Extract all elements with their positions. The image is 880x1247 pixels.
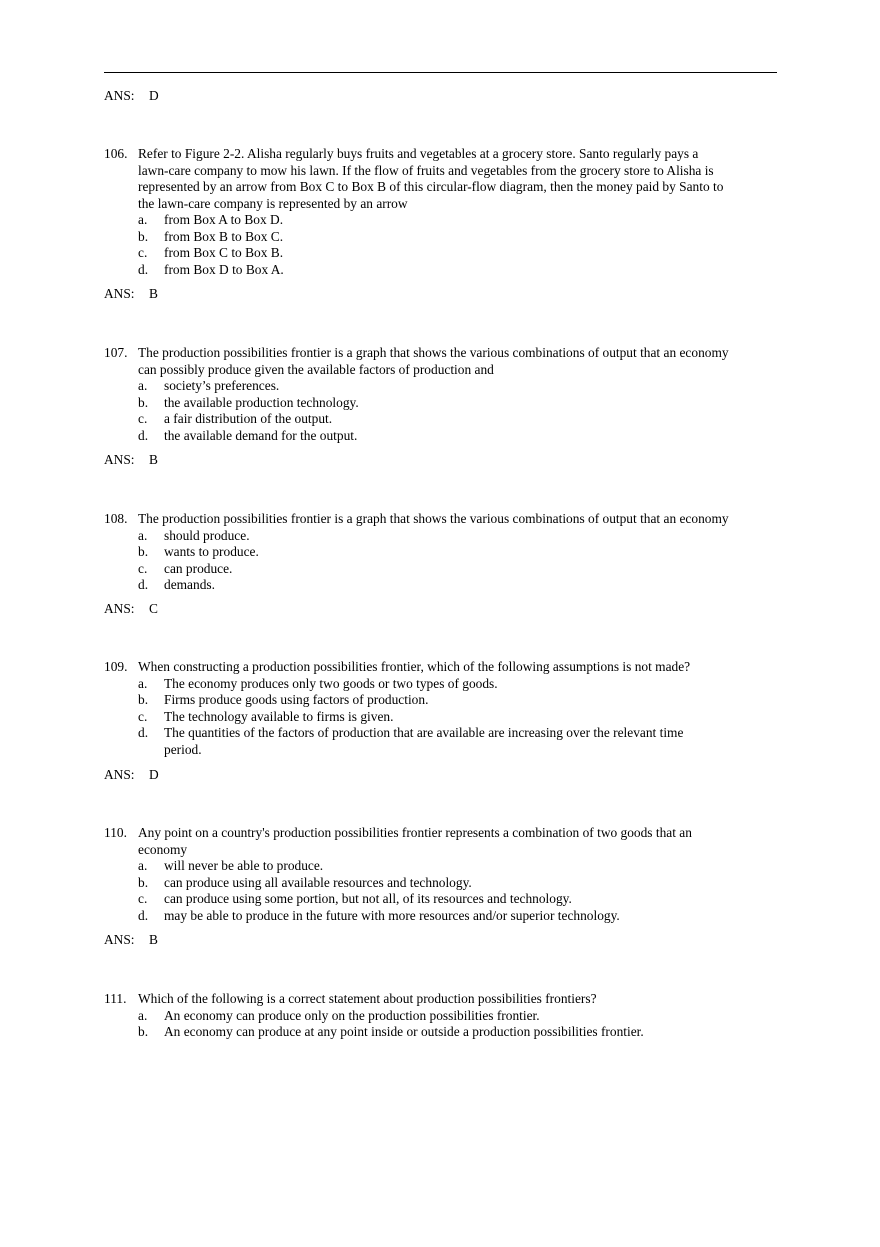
option-c: [138, 709, 779, 726]
option-text: Firms produce goods using factors of production.: [164, 692, 429, 707]
stem-line: can possibly produce given the available factors of production and: [138, 361, 494, 377]
option-b: [138, 692, 779, 709]
question-109: [104, 659, 779, 758]
option-a: [138, 676, 779, 693]
stem-line: The production possibilities frontier is a graph that shows the various combinations of output that an economy: [138, 511, 729, 526]
option-letter: c.: [138, 560, 148, 576]
option-c: [138, 245, 779, 262]
option-letter: b.: [138, 544, 149, 559]
option-text: An economy can produce at any point inside or outside a production possibilities frontier.: [164, 1024, 644, 1039]
option-text: society’s preferences.: [164, 378, 280, 393]
option-letter: d.: [138, 261, 149, 277]
stem-line: represented by an arrow from Box C to Box B of this circular-flow diagram, then the money paid by Santo to: [138, 179, 724, 194]
option-letter: a.: [138, 1007, 148, 1023]
question-number: 109.: [104, 659, 128, 674]
option-letter: d.: [138, 577, 149, 592]
stem-line: Which of the following is a correct statement about production possibilities frontiers?: [138, 991, 597, 1006]
question-110: [104, 825, 779, 924]
option-letter: c.: [138, 891, 148, 906]
stem-line: When constructing a production possibilities frontier, which of the following assumptions is not made?: [138, 659, 691, 674]
option-letter: b.: [138, 228, 149, 244]
option-b: [138, 229, 779, 246]
option-a: [138, 528, 779, 545]
option-text: wants to produce.: [164, 544, 259, 559]
question-107: [104, 345, 779, 444]
option-letter: a.: [138, 378, 148, 393]
option-text: can produce using all available resources and technology.: [164, 874, 472, 890]
stem-line: Any point on a country's production possibilities frontier represents a combination of two goods that an: [138, 825, 692, 840]
option-b: [138, 395, 779, 412]
option-text: the available demand for the output.: [164, 427, 358, 443]
option-letter: a.: [138, 527, 148, 543]
question-number: 106.: [104, 146, 128, 161]
option-text: demands.: [164, 577, 215, 592]
stem-line: lawn-care company to mow his lawn. If the flow of fruits and vegetables from the grocery store to Alisha is: [138, 162, 714, 178]
option-letter: b.: [138, 394, 149, 410]
answer-108: [104, 601, 158, 618]
answer-value: C: [149, 601, 158, 616]
answer-105: [104, 88, 159, 105]
answer-107: [104, 452, 158, 469]
answer-value: B: [149, 286, 158, 301]
stem-line: the lawn-care company is represented by an arrow: [138, 195, 408, 211]
answer-label: ANS:: [104, 452, 135, 467]
stem-line: The production possibilities frontier is a graph that shows the various combinations of output that an economy: [138, 345, 729, 360]
option-letter: a.: [138, 858, 148, 873]
question-111: [104, 991, 779, 1041]
option-letter: d.: [138, 427, 149, 443]
option-text: a fair distribution of the output.: [164, 411, 333, 426]
answer-value: B: [149, 932, 158, 947]
option-b: [138, 544, 779, 561]
option-text: can produce.: [164, 560, 233, 576]
option-a: [138, 378, 779, 395]
stem-line: economy: [138, 841, 188, 857]
option-text: may be able to produce in the future with more resources and/or superior technology.: [164, 907, 620, 923]
option-letter: d.: [138, 907, 149, 923]
answer-value: D: [149, 88, 159, 103]
question-number: 110.: [104, 825, 127, 840]
option-letter: b.: [138, 1024, 149, 1039]
question-number: 111.: [104, 991, 127, 1006]
option-d: [138, 725, 724, 758]
answer-110: [104, 932, 158, 949]
answer-106: [104, 286, 158, 303]
option-text: An economy can produce only on the production possibilities frontier.: [164, 1007, 540, 1023]
top-rule: [104, 72, 777, 73]
option-a: [138, 212, 779, 229]
option-text: from Box A to Box D.: [164, 212, 284, 227]
question-stem: [138, 991, 779, 1008]
option-text: The economy produces only two goods or two types of goods.: [164, 675, 498, 691]
question-108: [104, 511, 779, 594]
option-letter: c.: [138, 708, 148, 724]
option-text: can produce using some portion, but not all, of its resources and technology.: [164, 891, 572, 906]
option-letter: c.: [138, 245, 148, 260]
option-letter: c.: [138, 411, 148, 426]
option-c: [138, 411, 779, 428]
answer-label: ANS:: [104, 932, 135, 947]
option-d: [138, 262, 779, 279]
option-c: [138, 891, 779, 908]
option-letter: b.: [138, 692, 149, 707]
option-b: [138, 1024, 779, 1041]
answer-109: [104, 767, 159, 784]
option-text: from Box C to Box B.: [164, 245, 284, 260]
option-d: [138, 577, 779, 594]
question-number: 108.: [104, 511, 128, 526]
answer-label: ANS:: [104, 88, 135, 103]
question-stem: [138, 345, 779, 378]
question-stem: [138, 146, 779, 212]
option-text: The quantities of the factors of production that are available are increasing over the relevant time period.: [164, 725, 684, 757]
answer-value: D: [149, 767, 159, 782]
option-letter: d.: [138, 725, 149, 740]
answer-label: ANS:: [104, 767, 135, 782]
option-c: [138, 561, 779, 578]
option-letter: a.: [138, 675, 148, 691]
option-text: from Box B to Box C.: [164, 228, 284, 244]
option-a: [138, 858, 779, 875]
question-stem: [138, 511, 779, 528]
option-text: The technology available to firms is given.: [164, 708, 394, 724]
option-d: [138, 908, 779, 925]
option-b: [138, 875, 779, 892]
stem-line: Refer to Figure 2-2. Alisha regularly buys fruits and vegetables at a grocery store. Santo regularly pays a: [138, 146, 699, 161]
question-stem: [138, 659, 779, 676]
question-stem: [138, 825, 779, 858]
answer-label: ANS:: [104, 286, 135, 301]
option-text: will never be able to produce.: [164, 858, 324, 873]
option-d: [138, 428, 779, 445]
option-a: [138, 1008, 779, 1025]
option-text: from Box D to Box A.: [164, 261, 284, 277]
option-letter: a.: [138, 212, 148, 227]
question-106: [104, 146, 779, 278]
option-text: the available production technology.: [164, 394, 359, 410]
option-letter: b.: [138, 874, 149, 890]
option-text: should produce.: [164, 527, 250, 543]
question-number: 107.: [104, 345, 128, 360]
answer-value: B: [149, 452, 158, 467]
answer-label: ANS:: [104, 601, 135, 616]
